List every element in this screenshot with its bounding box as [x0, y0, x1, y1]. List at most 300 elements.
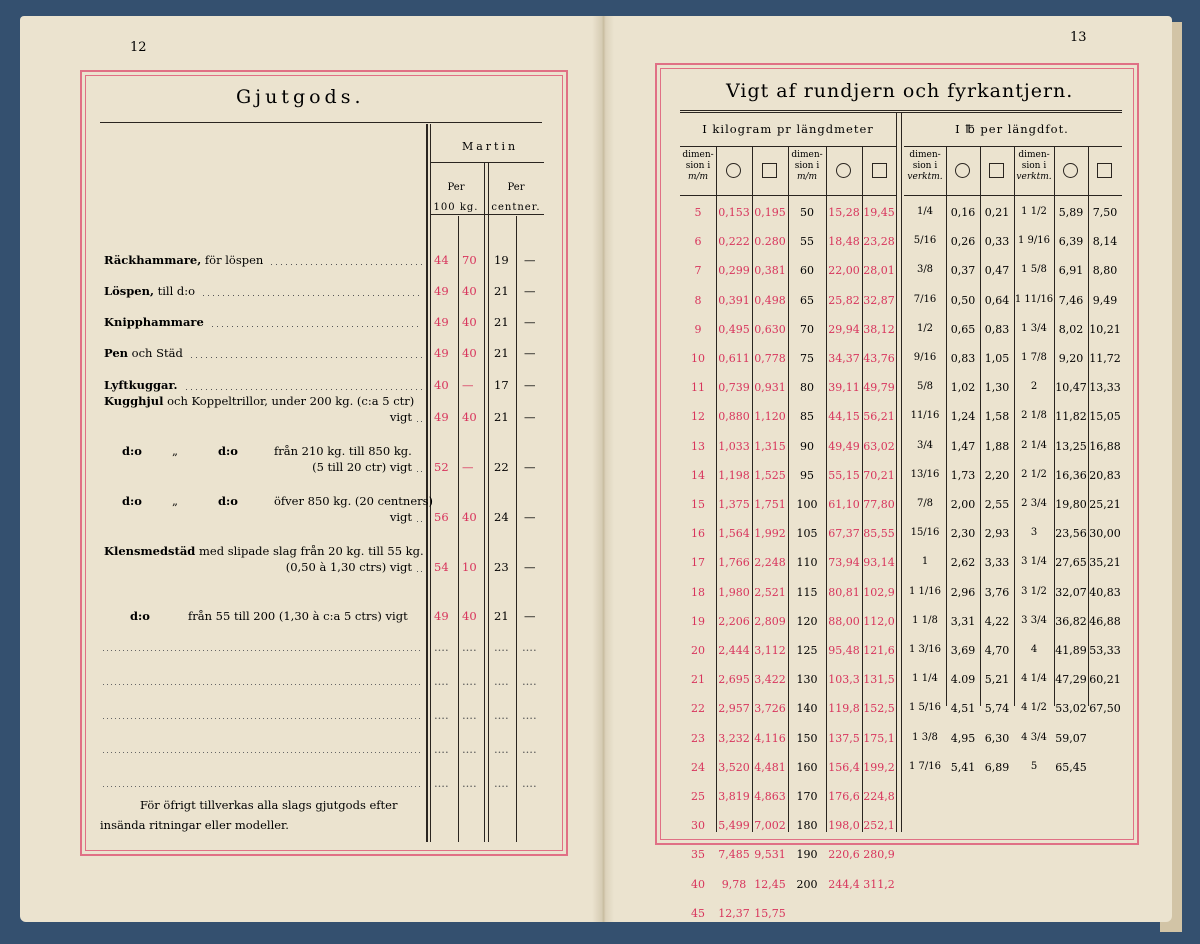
round-kg: 3,520 — [718, 760, 750, 774]
price-kr: 52 — [434, 460, 449, 474]
dim-inch-2: 3 — [1030, 527, 1038, 539]
square-lb: 6,89 — [984, 760, 1010, 774]
round-lb: 0,65 — [950, 322, 976, 336]
col-rule-e — [516, 216, 517, 842]
price-ore: 40 — [462, 284, 477, 298]
square-bar-icon — [989, 163, 1004, 178]
round-kg-2: 18,48 — [828, 235, 860, 249]
dim-inch: 9/16 — [913, 352, 937, 363]
square-lb: 0,47 — [984, 264, 1010, 278]
divider-2 — [901, 112, 902, 832]
dim-mm: 20 — [691, 644, 705, 657]
dim-mm: 18 — [691, 585, 705, 599]
row-label — [104, 253, 263, 267]
dim-mm-2: 95 — [800, 468, 814, 482]
round-lb: 0,83 — [950, 352, 976, 365]
dim-mm-2: 85 — [800, 410, 814, 424]
leader-dots — [199, 295, 422, 296]
dim-mm: 14 — [691, 468, 705, 482]
price-kr: 56 — [434, 510, 449, 524]
square-kg-2: 252,1 — [863, 819, 895, 833]
dim-mm-2: 140 — [796, 702, 818, 716]
round-lb-2: 9,20 — [1058, 352, 1084, 365]
dimension-header-line: dimen- — [1018, 150, 1050, 160]
round-lb: 2,00 — [950, 498, 976, 511]
blank-dots: .... — [522, 674, 537, 688]
blank-dots: .... — [434, 742, 449, 756]
price-dash: — — [524, 510, 536, 524]
round-lb-2: 7,46 — [1058, 293, 1084, 307]
dim-inch: 1/4 — [916, 206, 934, 217]
square-lb-2: 11,72 — [1089, 352, 1121, 365]
dim-inch-2: 4 3/4 — [1021, 731, 1047, 743]
dim-inch-2: 1 5/8 — [1021, 264, 1047, 276]
row-label-bold: Pen — [104, 346, 129, 360]
square-kg: 0,381 — [754, 264, 786, 278]
dim-mm: 24 — [691, 760, 705, 774]
row-label — [104, 544, 424, 558]
row-label-line2: vigt — [389, 410, 412, 424]
round-kg-2: 49,49 — [828, 439, 860, 453]
dimension-header — [904, 150, 946, 183]
square-lb-2: 25,21 — [1089, 498, 1121, 511]
round-lb-2: 36,82 — [1055, 614, 1087, 628]
price-ore: 40 — [462, 510, 477, 524]
price-kr: 49 — [434, 410, 449, 424]
dim-mm: 5 — [694, 206, 702, 219]
price-centner: 17 — [494, 378, 509, 392]
leader-dots-end — [414, 521, 422, 522]
round-bar-icon — [726, 163, 741, 178]
square-kg-2: 38,12 — [863, 322, 895, 336]
leader-dots-end — [414, 471, 422, 472]
blank-row-dots — [100, 752, 422, 753]
square-lb: 3,76 — [984, 585, 1010, 599]
dim-inch-2: 3 1/4 — [1021, 556, 1047, 568]
square-kg: 3,112 — [754, 644, 786, 657]
dim-mm: 11 — [691, 381, 705, 395]
round-kg: 9,78 — [721, 877, 747, 891]
blank-dots: .... — [462, 640, 477, 654]
round-lb-2: 6,91 — [1058, 264, 1084, 278]
price-dash: — — [524, 315, 536, 329]
round-lb-2: 5,89 — [1058, 206, 1084, 219]
row-label-desc: öfver 850 kg. (20 centners) — [274, 494, 434, 508]
header-martin: Martin — [461, 140, 519, 153]
dim-mm-2: 60 — [800, 264, 814, 278]
round-lb-2: 23,56 — [1055, 527, 1087, 541]
price-ore: 70 — [462, 253, 477, 267]
leader-dots — [208, 326, 422, 327]
dim-mm-2: 90 — [800, 439, 814, 453]
dim-mm-2: 100 — [796, 498, 818, 511]
dim-inch: 7/16 — [913, 293, 937, 305]
round-lb-2: 10,47 — [1055, 381, 1087, 395]
square-kg: 2,248 — [754, 556, 786, 570]
dim-inch-2: 3 1/2 — [1021, 585, 1047, 597]
dim-mm-2: 170 — [796, 790, 818, 803]
price-centner: 19 — [494, 253, 509, 267]
blank-dots: .... — [462, 776, 477, 790]
price-centner: 21 — [494, 315, 509, 329]
dimension-header — [680, 150, 716, 183]
row-label-rest: med slipade slag från 20 kg. till 55 kg. — [195, 544, 424, 558]
blank-row-dots — [100, 786, 422, 787]
round-kg: 2,444 — [718, 644, 750, 657]
square-kg: 0,778 — [754, 352, 786, 365]
dimension-header — [1014, 150, 1054, 183]
square-lb-2: 15,05 — [1089, 410, 1121, 424]
square-lb-2: 10,21 — [1089, 322, 1121, 336]
round-kg: 12,37 — [718, 906, 750, 920]
round-kg-2: 67,37 — [828, 527, 860, 541]
price-ore: — — [462, 460, 474, 474]
round-lb-2: 47,29 — [1055, 673, 1087, 687]
price-ore: 40 — [462, 609, 477, 623]
square-kg-2: 23,28 — [863, 235, 895, 249]
square-kg: 2,809 — [754, 614, 786, 628]
round-kg-2: 95,48 — [828, 644, 860, 657]
price-kr: 49 — [434, 609, 449, 623]
round-lb-2: 41,89 — [1055, 644, 1087, 657]
blank-row-dots — [100, 718, 422, 719]
round-bar-icon — [836, 163, 851, 178]
round-kg: 1,564 — [718, 527, 750, 541]
row-label-ditto-2: d:o — [218, 444, 238, 458]
footer-line-2: insända ritningar eller modeller. — [100, 818, 289, 832]
round-kg: 2,695 — [718, 673, 750, 687]
dim-mm: 35 — [691, 848, 705, 862]
dimension-header-line: m/m — [796, 172, 818, 182]
leader-dots — [182, 389, 423, 390]
dim-inch-2: 1 11/16 — [1014, 293, 1054, 305]
round-kg: 0,880 — [718, 410, 750, 424]
row-label-ditto-2: d:o — [218, 494, 238, 508]
price-dash: — — [524, 460, 536, 474]
round-kg-2: 244,4 — [828, 877, 860, 891]
square-kg-2: 121,6 — [863, 644, 895, 657]
square-kg: 1,525 — [754, 468, 786, 482]
dim-inch: 1 3/8 — [912, 731, 938, 743]
square-kg-2: 131,5 — [863, 673, 895, 687]
square-lb: 1,30 — [984, 381, 1010, 395]
price-centner: 22 — [494, 460, 509, 474]
leader-dots — [267, 264, 422, 265]
row-label-line2: vigt — [389, 510, 412, 524]
dim-mm-2: 110 — [796, 556, 818, 570]
row-label-desc: från 55 till 200 (1,30 à c:a 5 ctrs) vigt — [188, 609, 408, 623]
col-rule-d — [488, 162, 489, 842]
blank-dots: .... — [522, 776, 537, 790]
dimension-header-line: dimen- — [791, 150, 823, 160]
leader-dots — [187, 357, 422, 358]
round-kg-2: 22,00 — [828, 264, 860, 278]
blank-dots: .... — [522, 742, 537, 756]
dimension-header — [788, 150, 826, 183]
square-lb: 5,74 — [984, 702, 1010, 716]
square-kg: 0,498 — [754, 293, 786, 307]
dim-mm-2: 65 — [800, 293, 814, 307]
square-lb: 0,83 — [984, 322, 1010, 336]
dim-inch-2: 2 1/4 — [1021, 439, 1047, 451]
dim-inch-2: 4 — [1030, 644, 1038, 655]
blank-dots: .... — [522, 640, 537, 654]
price-centner: 24 — [494, 510, 509, 524]
dim-mm: 19 — [691, 614, 705, 628]
square-lb: 5,21 — [984, 673, 1010, 687]
round-lb: 0,26 — [950, 235, 976, 249]
dim-mm: 17 — [691, 556, 705, 570]
price-dash: — — [524, 560, 536, 574]
round-lb-2: 16,36 — [1055, 468, 1087, 482]
square-lb-2: 60,21 — [1089, 673, 1121, 687]
dim-inch: 15/16 — [910, 527, 940, 539]
round-kg: 0,611 — [718, 352, 750, 365]
price-kr: 49 — [434, 284, 449, 298]
price-dash: — — [524, 346, 536, 360]
round-lb-2: 11,82 — [1055, 410, 1087, 424]
group-kilogram: I kilogram pr längdmeter — [702, 122, 874, 136]
row-label-bold: Löspen, — [104, 284, 154, 298]
square-lb-2: 8,14 — [1092, 235, 1118, 249]
round-lb: 0,50 — [950, 293, 976, 307]
square-kg: 1,992 — [754, 527, 786, 541]
round-lb: 1,02 — [950, 381, 976, 395]
dim-inch: 1 1/4 — [912, 673, 938, 685]
dim-inch-2: 3 3/4 — [1021, 614, 1047, 626]
round-kg-2: 61,10 — [828, 498, 860, 511]
left-page-number: 12 — [130, 40, 147, 55]
dimension-header-line: sion i — [685, 161, 711, 171]
row-label-bold: Kugghjul — [104, 394, 164, 408]
square-kg: 4,116 — [754, 731, 786, 745]
square-lb: 0,21 — [984, 206, 1010, 219]
dim-inch-2: 2 1/8 — [1021, 410, 1047, 422]
square-lb: 4,22 — [984, 614, 1010, 628]
group-rule-right — [904, 146, 1122, 147]
round-lb-2: 32,07 — [1055, 585, 1087, 599]
round-kg: 0,222 — [718, 235, 750, 249]
round-lb: 1,47 — [950, 439, 976, 453]
dim-mm: 45 — [691, 906, 705, 920]
col-rule — [826, 146, 827, 832]
square-kg: 1,120 — [754, 410, 786, 424]
square-kg-2: 28,01 — [863, 264, 895, 278]
price-dash: — — [524, 253, 536, 267]
square-lb-2: 30,00 — [1089, 527, 1121, 541]
square-kg-2: 70,21 — [863, 468, 895, 482]
col-rule — [716, 146, 717, 832]
dim-inch-2: 1 1/2 — [1021, 206, 1047, 217]
dim-inch: 5/8 — [916, 381, 934, 393]
square-lb-2: 67,50 — [1089, 702, 1121, 716]
dim-mm-2: 105 — [796, 527, 818, 541]
row-label — [104, 315, 204, 329]
dim-mm-2: 130 — [796, 673, 818, 687]
square-lb: 6,30 — [984, 731, 1010, 745]
round-lb: 2,30 — [950, 527, 976, 541]
round-lb: 5,41 — [950, 760, 976, 774]
col-rule-double — [426, 124, 428, 842]
price-dash: — — [524, 284, 536, 298]
round-kg-2: 119,8 — [828, 702, 860, 716]
dim-mm: 10 — [691, 352, 705, 365]
dim-mm-2: 160 — [796, 760, 818, 774]
round-kg-2: 220,6 — [828, 848, 860, 862]
dim-mm: 6 — [694, 235, 702, 249]
blank-row-dots — [100, 684, 422, 685]
blank-dots: .... — [434, 708, 449, 722]
blank-row-dots — [100, 650, 422, 651]
round-lb: 2,96 — [950, 585, 976, 599]
dim-inch: 11/16 — [910, 410, 940, 422]
square-kg: 1,751 — [754, 498, 786, 511]
dim-mm-2: 75 — [800, 352, 814, 365]
square-lb: 2,20 — [984, 468, 1010, 482]
round-lb: 4,95 — [950, 731, 976, 745]
row-label-ditto: d:o — [122, 494, 142, 508]
round-kg-2: 156,4 — [828, 760, 860, 774]
blank-dots: .... — [462, 708, 477, 722]
square-kg-2: 56,21 — [863, 410, 895, 424]
square-bar-icon — [872, 163, 887, 178]
row-label — [104, 346, 183, 360]
dim-mm: 13 — [691, 439, 705, 453]
square-lb: 2,55 — [984, 498, 1010, 511]
dim-mm: 15 — [691, 498, 705, 511]
dimension-header-line: verktm. — [907, 172, 943, 182]
dim-mm-2: 180 — [796, 819, 818, 833]
round-kg: 7,485 — [718, 848, 750, 862]
blank-dots: .... — [494, 708, 509, 722]
blank-dots: .... — [434, 674, 449, 688]
right-page-title: Vigt af rundjern och fyrkantjern. — [726, 80, 1074, 102]
round-kg-2: 137,5 — [828, 731, 860, 745]
square-lb: 1,88 — [984, 439, 1010, 453]
dim-mm-2: 125 — [796, 644, 818, 657]
header-per-centner — [486, 178, 546, 218]
dim-mm-2: 200 — [796, 877, 818, 891]
square-kg-2: 175,1 — [863, 731, 895, 745]
round-kg: 1,198 — [718, 468, 750, 482]
round-kg: 0,391 — [718, 293, 750, 307]
square-kg-2: 32,87 — [863, 293, 895, 307]
dimension-header-line: sion i — [794, 161, 820, 171]
square-kg: 0.280 — [754, 235, 786, 249]
dim-mm: 30 — [691, 819, 705, 833]
header-per-centner-l1: Per — [507, 182, 525, 193]
price-kr: 54 — [434, 560, 449, 574]
dim-mm: 23 — [691, 731, 705, 745]
left-page-title: Gjutgods. — [236, 86, 365, 108]
row-label-rest: för löspen — [201, 253, 264, 267]
round-kg: 2,206 — [718, 614, 750, 628]
price-centner: 23 — [494, 560, 509, 574]
round-kg: 3,819 — [718, 790, 750, 803]
dim-inch: 3/8 — [916, 264, 934, 276]
row-label — [104, 378, 178, 392]
right-inner-frame — [660, 68, 1134, 840]
dim-inch-2: 2 1/2 — [1021, 468, 1047, 480]
square-kg-2: 280,9 — [863, 848, 895, 862]
dim-mm-2: 50 — [800, 206, 814, 219]
round-kg-2: 73,94 — [828, 556, 860, 570]
round-kg: 3,232 — [718, 731, 750, 745]
dim-mm: 9 — [694, 322, 702, 336]
square-lb-2: 13,33 — [1089, 381, 1121, 395]
square-lb: 0,33 — [984, 235, 1010, 249]
round-kg: 1,033 — [718, 439, 750, 453]
square-lb: 3,33 — [984, 556, 1010, 570]
blank-dots: .... — [462, 674, 477, 688]
row-label-rest: till d:o — [153, 284, 196, 298]
price-dash: — — [524, 410, 536, 424]
square-lb-2: 35,21 — [1089, 556, 1121, 570]
price-centner: 21 — [494, 609, 509, 623]
price-kr: 40 — [434, 378, 449, 392]
col-rule-a — [430, 124, 431, 842]
row-label — [104, 394, 414, 408]
round-kg: 0,153 — [718, 206, 750, 219]
square-lb-2: 40,83 — [1089, 585, 1121, 599]
square-kg-2: 199,2 — [863, 760, 895, 774]
price-kr: 49 — [434, 315, 449, 329]
dim-mm-2: 190 — [796, 848, 818, 862]
dimension-header-line: dimen- — [909, 150, 941, 160]
round-lb: 3,31 — [950, 614, 976, 628]
dim-inch-2: 5 — [1030, 760, 1038, 772]
dim-inch: 7/8 — [916, 498, 934, 509]
price-ore: 40 — [462, 346, 477, 360]
round-kg-2: 55,15 — [828, 468, 860, 482]
square-kg-2: 311,2 — [863, 877, 895, 891]
round-lb-2: 8,02 — [1058, 322, 1084, 336]
round-lb-2: 19,80 — [1055, 498, 1087, 511]
round-lb: 4.09 — [950, 673, 976, 687]
round-lb-2: 65,45 — [1055, 760, 1087, 774]
right-page-number: 13 — [1070, 30, 1087, 45]
dim-mm: 25 — [691, 790, 705, 803]
square-lb-2: 16,88 — [1089, 439, 1121, 453]
left-title-rule — [100, 122, 542, 123]
header-per-100kg-l1: Per — [447, 182, 465, 193]
price-ore: 10 — [462, 560, 477, 574]
col-rule — [862, 146, 863, 832]
row-label-ditto: d:o — [130, 609, 150, 623]
round-kg-2: 44,15 — [828, 410, 860, 424]
dim-inch: 1 5/16 — [909, 702, 941, 714]
square-kg: 12,45 — [754, 877, 786, 891]
dim-inch-2: 2 — [1030, 381, 1038, 393]
square-lb-2: 9,49 — [1092, 293, 1118, 307]
row-label-desc: från 210 kg. till 850 kg. — [274, 444, 412, 458]
square-kg-2: 152,5 — [863, 702, 895, 716]
square-kg-2: 43,76 — [863, 352, 895, 365]
square-bar-icon — [1097, 163, 1112, 178]
round-kg-2: 80,81 — [828, 585, 860, 599]
row-label-line2: (0,50 à 1,30 ctrs) vigt — [285, 560, 412, 574]
left-footer-note — [100, 795, 425, 835]
header-per-100kg-l2: 100 kg. — [433, 202, 479, 213]
round-lb: 2,62 — [950, 556, 976, 570]
dimension-header-line: dimen- — [682, 150, 714, 160]
row-label-ditto-mark: „ — [172, 444, 178, 458]
dimension-header-line: sion i — [912, 161, 938, 171]
blank-dots: .... — [494, 776, 509, 790]
square-lb-2: 53,33 — [1089, 644, 1121, 657]
dim-inch: 13/16 — [910, 468, 940, 480]
square-kg: 2,521 — [754, 585, 786, 599]
